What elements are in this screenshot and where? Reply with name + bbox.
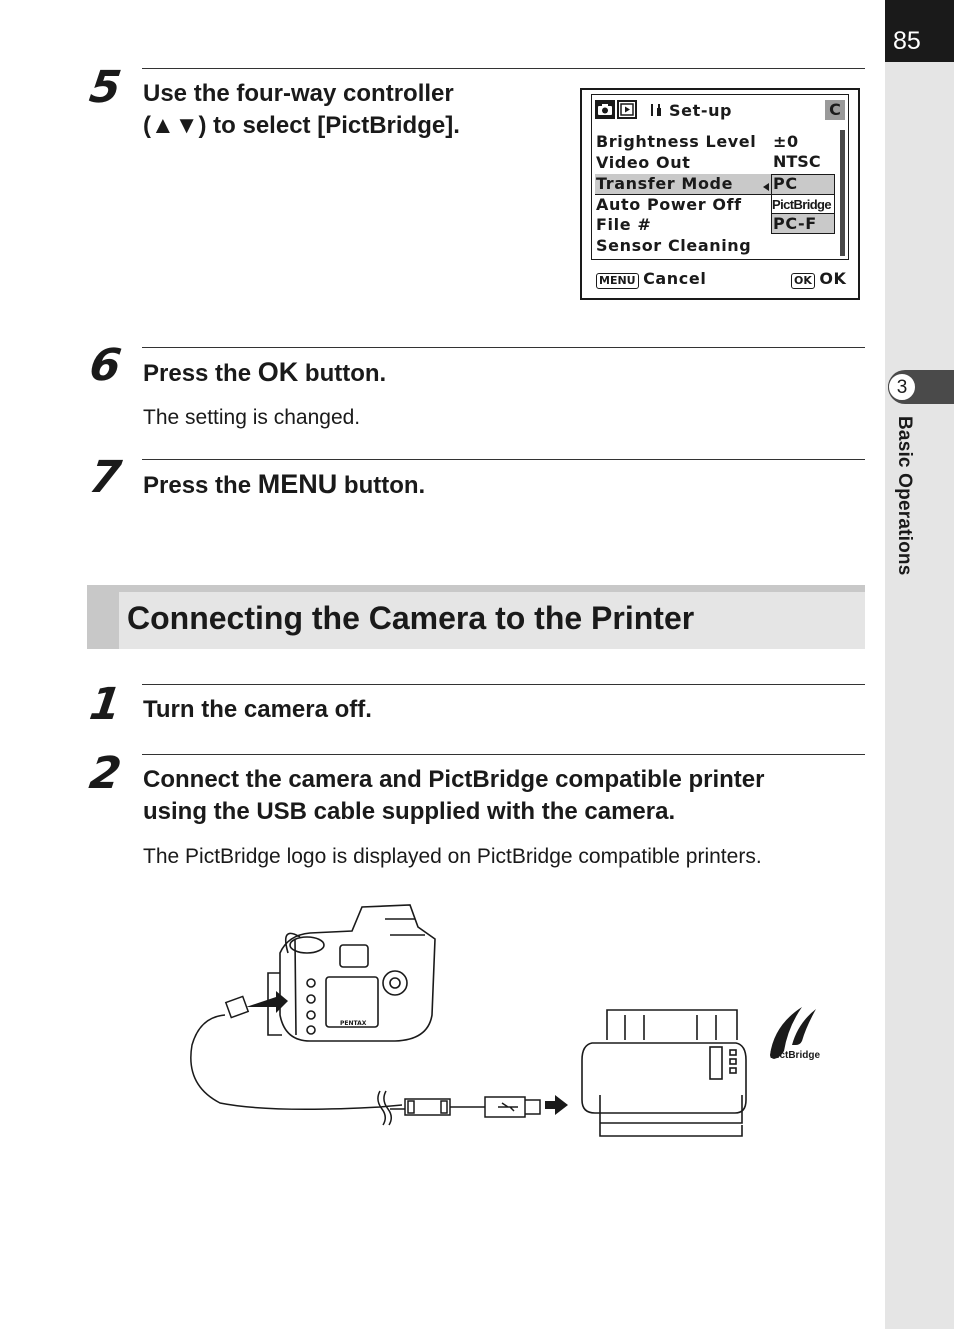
cancel-label: Cancel (643, 269, 707, 288)
menu-row-value: PC-F (773, 214, 817, 233)
menu-row-label: Brightness Level (596, 132, 757, 151)
ok-key-label: OK (257, 357, 299, 387)
step-divider (142, 347, 865, 348)
menu-row-value: PC (773, 174, 798, 193)
custom-tab: C (825, 100, 845, 120)
ok-hint (791, 269, 847, 289)
menu-key-icon: MENU (596, 273, 639, 289)
section-top-rule (87, 585, 865, 592)
step-6-text: Press the (143, 360, 258, 387)
step-7-text-end: button. (337, 472, 426, 499)
step-number-5: 5 (86, 62, 125, 113)
step-divider (142, 684, 865, 685)
menu-key-label: MENU (257, 469, 338, 499)
menu-row-label: Video Out (596, 153, 691, 172)
step-divider (142, 459, 865, 460)
menu-row-value: NTSC (773, 152, 821, 171)
ok-key-icon: OK (791, 273, 815, 289)
step-number-1: 1 (86, 679, 125, 730)
step-5-line2: (▲▼) to select [PictBridge]. (143, 112, 460, 139)
cancel-hint (596, 269, 706, 289)
menu-row-value: PictBridge (772, 197, 832, 212)
step-5-heading (143, 78, 460, 142)
ok-label: OK (819, 269, 847, 288)
step-number-6: 6 (86, 340, 125, 391)
chapter-title: Basic Operations (894, 416, 915, 576)
menu-scrollbar (840, 130, 845, 256)
mini-usb-plug (226, 996, 248, 1017)
camera-brand: PENTAX (340, 1020, 367, 1027)
page-number: 85 (893, 27, 921, 55)
section-accent (87, 585, 119, 649)
pictbridge-logo-text: PictBridge (770, 1050, 821, 1061)
step-6-text-end: button. (298, 360, 387, 387)
step-2-heading (143, 764, 764, 828)
step-6-body: The setting is changed. (143, 406, 361, 429)
menu-row-label: Auto Power Off (596, 195, 742, 214)
step-2-line2: using the USB cable supplied with the camera. (143, 798, 676, 825)
menu-row-value: ±0 (773, 132, 799, 151)
step-number-7: 7 (86, 452, 125, 503)
step-6-heading (143, 356, 386, 390)
step-number-2: 2 (86, 748, 125, 799)
step-1-heading: Turn the camera off. (143, 696, 372, 723)
step-2-line1: Connect the camera and PictBridge compatible printer (143, 766, 765, 793)
chapter-number: 3 (888, 373, 916, 401)
menu-row-label: Sensor Cleaning (596, 236, 752, 255)
step-divider (142, 754, 865, 755)
printer (582, 1010, 746, 1136)
step-2-body: The PictBridge logo is displayed on PictBridge compatible printers. (143, 845, 762, 868)
arrow-right-icon (246, 991, 288, 1013)
menu-row-label: Transfer Mode (596, 174, 734, 193)
step-5-line1: Use the four-way controller (143, 80, 454, 107)
arrow-left-icon (762, 179, 770, 189)
screen-title: Set-up (669, 101, 733, 120)
step-7-text: Press the (143, 472, 258, 499)
arrow-right-icon (545, 1095, 568, 1115)
section-title: Connecting the Camera to the Printer (127, 600, 695, 636)
side-tab-strip (885, 0, 954, 1329)
connection-illustration (180, 895, 821, 1150)
usb-plug (450, 1097, 540, 1117)
step-7-heading (143, 468, 425, 502)
menu-row-label: File # (596, 215, 652, 234)
step-divider (142, 68, 865, 69)
